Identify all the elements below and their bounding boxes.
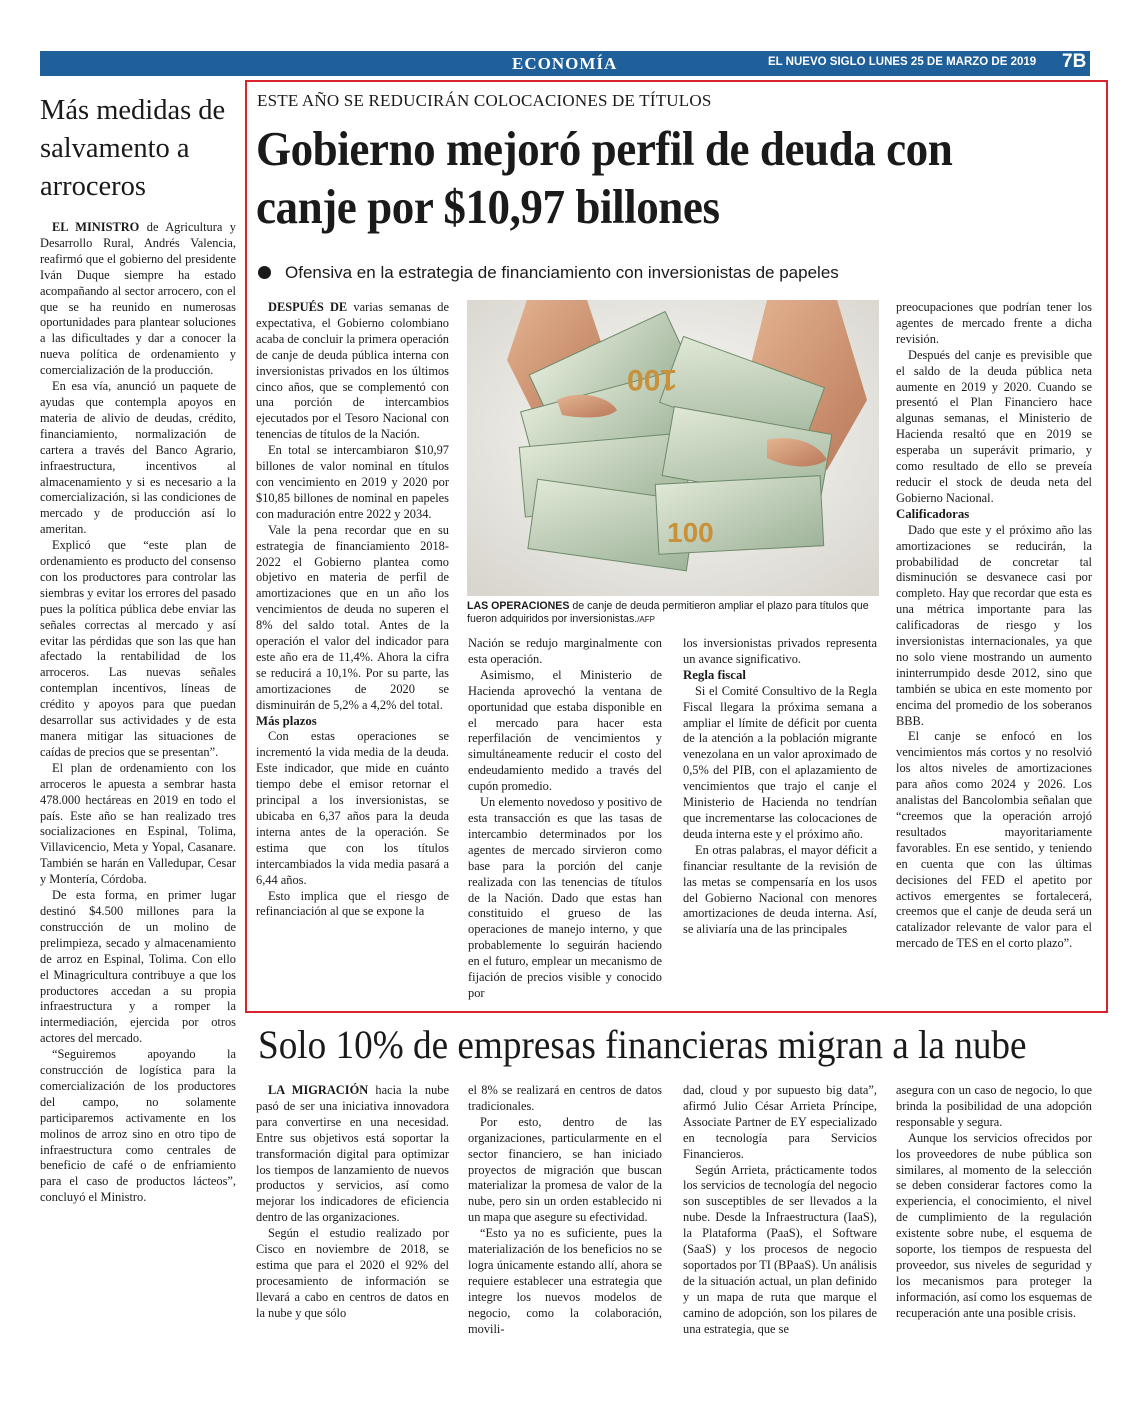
- story-paragraph: Después del canje es previsible que el saldo de la deuda pública neta aumente en 2019 y 2020. Cuando se presentó el Plan Financiero hace algunas semanas, el Ministerio de Hacienda resaltó que en 2019 se esperaba un superávit primario, y como resultado de ello se preveía reducir el stock de deuda neta del Gobierno Nacional.: [896, 347, 1092, 505]
- story-paragraph: los inversionistas privados representa un avance significativo.: [683, 636, 877, 666]
- side-story-paragraph: de Agricultura y Desarrollo Rural, Andrés Valencia, reafirmó que el gobierno del presidente Iván Duque siempre ha estado acompañando al sector arrocero, con el que se ha reunido en numerosas oportunidades para plantear soluciones a las dificultades y dar a conocer la nueva política de ordenamiento y comercialización de la producción.: [40, 220, 236, 378]
- story-paragraph: En otras palabras, el mayor déficit a financiar resultante de la revisión de las metas se compensaría en los usos del Gobierno Nacional con menores amortizaciones de deuda interna. Así, se aliviaría una de las principales: [683, 842, 877, 937]
- page-number: 7B: [1062, 51, 1087, 72]
- story-paragraph: hacia la nube pasó de ser una iniciativa innovadora para convertirse en una necesidad. Entre sus objetivos está soportar la transformación digital para optimizar los tiempos de lanzamiento de nuevos productos y servicios, así como mejorar los indicadores de eficiencia dentro de las organizaciones.: [256, 1083, 449, 1225]
- side-story-paragraph: El plan de ordenamiento con los arroceros le apuesta a sembrar hasta 478.000 hectáreas en 2019 en todo el país. Este año se han realizado tres socializaciones en Espinal, Tolima, Villavicencio, Meta y Yopal, Casanare. También se harán en Valledupar, Cesar y Montería, Córdoba.: [40, 760, 236, 887]
- bullet-icon: [258, 266, 271, 279]
- story-paragraph: el 8% se realizará en centros de datos tradicionales.: [468, 1083, 662, 1113]
- story-paragraph: Esto implica que el riesgo de refinanciación al que se expone la: [256, 888, 449, 919]
- second-story-headline: Solo 10% de empresas financieras migran a la nube: [258, 1022, 1027, 1067]
- story-paragraph: En total se intercambiaron $10,97 billones de valor nominal en títulos con vencimiento en 2019 y 2020 por $10,85 billones de nominal en papeles con maduración entre 2022 y 2034.: [256, 443, 449, 521]
- main-story-lead: DESPUÉS DE: [268, 300, 348, 314]
- story-paragraph: Nación se redujo marginalmente con esta operación.: [468, 636, 662, 666]
- main-story-column-1: [256, 300, 449, 920]
- story-paragraph: El canje se enfocó en los vencimientos más cortos y no resolvió los altos niveles de amortizaciones para años como 2024 y 2026. Los analistas del Bancolombia señalan que “creemos que la operación arrojó resultados mayoritariamente favorables. En ese sentido, y teniendo en cuenta que con las últimas decisiones del FED el apetito por activos emergentes se fortalecerá, creemos que el canje de deuda será un catalizador relevante de valor para el mercado de TES en el corto plazo”.: [896, 729, 1092, 951]
- side-story: [40, 92, 236, 1206]
- money-hands-illustration: [467, 300, 879, 596]
- side-story-title: Más medidas de salvamento a arroceros: [40, 95, 226, 202]
- story-paragraph: Asimismo, el Ministerio de Hacienda aprovechó la ventana de oportunidad que estaba disponible en el mercado para hacer esta reperfilación de vencimientos y simultáneamente reducir el costo del endeudamiento medido a través del cupón promedio.: [468, 667, 662, 794]
- side-story-lead: EL MINISTRO: [52, 220, 140, 234]
- story-paragraph: preocupaciones que podrían tener los agentes de mercado frente a dicha revisión.: [896, 300, 1092, 346]
- side-story-paragraph: En esa vía, anunció un paquete de ayudas que contempla apoyos en materia de alivio de deudas, crédito, financiamiento, normalización de cartera a través del Banco Agrario, infraestructura, incentivos al almacenamiento y si es necesario a la comercialización, si las condiciones de mercado y de producción así lo ameritan.: [40, 379, 236, 537]
- main-story-column-4: [896, 300, 1092, 952]
- main-headline: Gobierno mejoró perfil de deuda con canje por $10,97 billones: [256, 121, 953, 234]
- story-paragraph: Con estas operaciones se incrementó la vida media de la deuda. Este indicador, que mide en cuánto tiempo debe el emisor retornar el principal a los inversionistas, se ubicaba en 6,37 años para la deuda interna antes de la operación. Se estima que con los títulos intercambiados la vida media pasará a 6,44 años.: [256, 729, 449, 887]
- story-paragraph: Un elemento novedoso y positivo de esta transacción es que las tasas de intercambio determinados por los agentes de mercado sirvieron como base para la porción del canje realizada con las tenencias de títulos de la Nación. Dado que estas han constituido el grueso de las operaciones de manejo interno, y que probablemente lo seguirán haciendo en el futuro, emplear un mecanismo de fijación de precios visible y conocido por: [468, 795, 662, 1000]
- subheading: Más plazos: [256, 713, 317, 728]
- side-story-paragraph: Explicó que “este plan de ordenamiento es producto del consenso con los productores para controlar las siembras y evitar los errores del pasado pues la política pública debe enviar las señales correctas al mercado y así evitar las pérdidas que son las que han afectado la rentabilidad de los arroceros. Las nuevas señales contemplan incentivos, líneas de crédito y apoyos para que puedan desarrollar sus actividades y de esta manera mitigar las situaciones de caídas de precios que se presentan”.: [40, 538, 236, 759]
- story-paragraph: Dado que este y el próximo año las amortizaciones se reducirán, la probabilidad de concretar tal disminución se desvanece casi por completo. Hay que recordar que esta es una métrica importante para las calificadoras de riesgo y los inversionistas internacionales, ya que no solo viene mostrando un aumento ininterrumpido desde 2012, sino que también se ubica en este momento por encima del promedio de los soberanos BBB.: [896, 522, 1092, 728]
- second-story-column-1: [256, 1083, 449, 1322]
- main-story-column-3: [683, 636, 877, 938]
- photo-credit: /AFP: [637, 615, 655, 624]
- paper-date-line: EL NUEVO SIGLO LUNES 25 DE MARZO DE 2019: [768, 56, 1037, 68]
- photo-caption: [467, 600, 877, 626]
- story-paragraph: asegura con un caso de negocio, lo que brinda la posibilidad de una adopción responsable y segura.: [896, 1083, 1092, 1129]
- section-label: ECONOMÍA: [512, 54, 618, 73]
- second-story-column-3: [683, 1083, 877, 1338]
- subheading: Calificadoras: [896, 506, 970, 521]
- bill-denomination: 100: [626, 363, 677, 396]
- story-paragraph: Aunque los servicios ofrecidos por los proveedores de nube pública son similares, al momento de la selección se deben considerar factores como la experiencia, el conocimiento, el nivel de cumplimiento de la regulación existente sobre nube, el esquema de soporte, los tiempos de respuesta del proveedor, sus niveles de seguridad y los mecanismos para proteger la información, así como los esquemas de recuperación ante una posible crisis.: [896, 1130, 1092, 1320]
- second-story-column-4: [896, 1083, 1092, 1322]
- story-paragraph: varias semanas de expectativa, el Gobierno colombiano acaba de concluir la primera operación de canje de deuda pública interna con inversionistas privados en los últimos cinco años, que se complementó con una porción de intercambios ejecutados por el Tesoro Nacional con tenencias de títulos de la Nación.: [256, 300, 449, 442]
- story-paragraph: Si el Comité Consultivo de la Regla Fiscal llegara la próxima semana a ampliar el límite de déficit por cuenta de la atención a la población migrante venezolana en un valor aproximado de 0,5% del PIB, con el aplazamiento de vencimientos que trajo el canje el Ministerio de Hacienda no tendrían que incrementarse las colocaciones de deuda interna este y el próximo año.: [683, 683, 877, 841]
- main-story-column-2: [468, 636, 662, 1002]
- story-paragraph: Por esto, dentro de las organizaciones, particularmente en el sector financiero, se han iniciado proyectos de migración que buscan materializar la promesa de valor de la nube, pero sin un orden establecido ni un mapa que asegure su efectividad.: [468, 1114, 662, 1225]
- side-story-paragraph: De esta forma, en primer lugar destinó $4.500 millones para la construcción de un molino de prelimpieza, secado y almacenamiento de arroz en Espinal, Tolima. Con ello el Minagricultura contribuye a que los productores accedan a su propia infraestructura y a romper la intermediación, ejercida por otros actores del mercado.: [40, 888, 236, 1046]
- story-deck: Ofensiva en la estrategia de financiamiento con inversionistas de papeles: [285, 263, 839, 282]
- side-story-paragraph: “Seguiremos apoyando la construcción de logística para la comercialización de los productores del campo, no solamente participaremos activamente en los molinos de arroz sino en otro tipo de infraestructura como centrales de beneficio de café o de enfriamiento para el caso de productos lácteos”, concluyó el Ministro.: [40, 1047, 236, 1205]
- bill-denomination: 100: [667, 517, 714, 548]
- story-paragraph: Vale la pena recordar que en su estrategia de financiamiento 2018-2022 el Gobierno plantea como objetivo en materia de perfil de amortizaciones que en un año los vencimientos de deuda no superen el 8% del saldo total. Antes de la operación el valor del indicador para este año era de 11,4%. Ahora la cifra se reducirá a 10,1%. Por su parte, las amortizaciones de 2020 se disminuirán de 5,2% a 4,2% del total.: [256, 522, 449, 712]
- story-paragraph: Según Arrieta, prácticamente todos los servicios de tecnología del negocio son susceptibles de ser llevados a la nube. Desde la Infraestructura (IaaS), la Plataforma (PaaS), el Software (SaaS) y los procesos de negocio soportados por TI (BPaaS). Un análisis de la situación actual, un plan definido y un mapa de ruta que marque el camino de adopción, son los pilares de una estrategia, que se: [683, 1162, 877, 1336]
- story-photo: [467, 300, 879, 596]
- caption-text: de canje de deuda permitieron ampliar el plazo para títulos que fueron adquiridos por inversionistas.: [467, 600, 869, 625]
- story-paragraph: dad, cloud y por supuesto big data”, afirmó Julio César Arrieta Príncipe, Associate Partner de EY especializado en tecnología para Servicios Financieros.: [683, 1083, 877, 1161]
- story-kicker: ESTE AÑO SE REDUCIRÁN COLOCACIONES DE TÍTULOS: [257, 91, 712, 110]
- second-story-lead: LA MIGRACIÓN: [268, 1083, 369, 1097]
- second-story-column-2: [468, 1083, 662, 1338]
- story-paragraph: Según el estudio realizado por Cisco en noviembre de 2018, se estima que para el 2020 el 92% del procesamiento de información se llevará a cabo en centros de datos en la nube y que sólo: [256, 1226, 449, 1320]
- subheading: Regla fiscal: [683, 667, 746, 682]
- side-story-body: [40, 220, 236, 1206]
- story-paragraph: “Esto ya no es suficiente, pues la materialización de los beneficios no se logra únicamente estando allí, ahora se requiere establecer una estrategia que integre los nuevos modelos de negocio, como la colaboración, movili-: [468, 1226, 662, 1336]
- caption-lead: LAS OPERACIONES: [467, 600, 570, 612]
